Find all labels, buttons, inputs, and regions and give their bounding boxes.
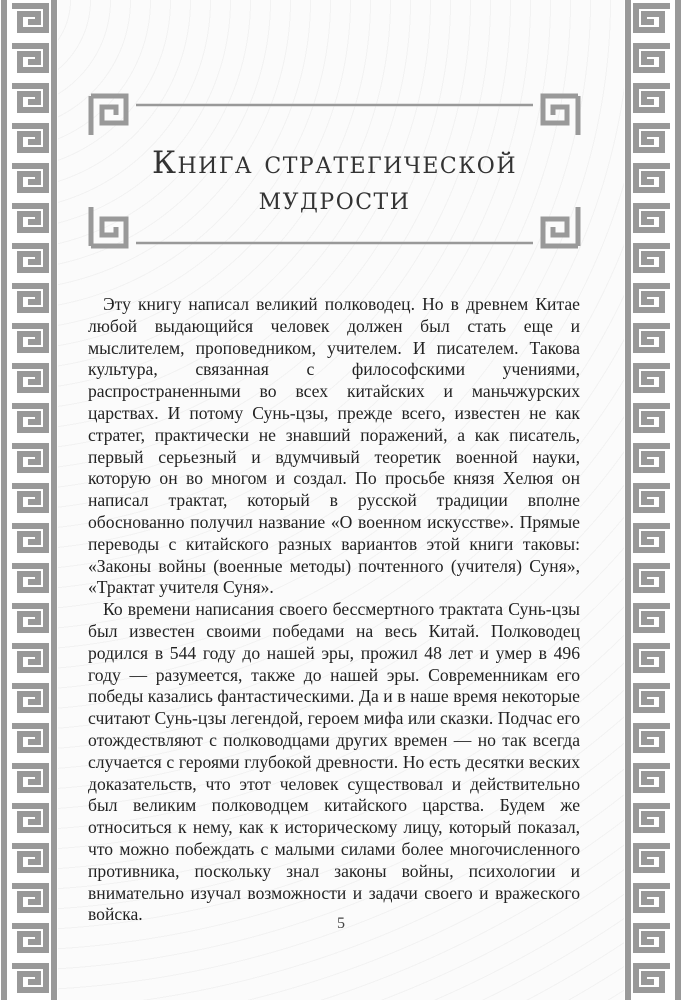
chapter-title-line-1: Книга стратегической <box>151 145 518 181</box>
chapter-title-line-2: мудрости <box>258 181 411 217</box>
right-meander-border <box>624 0 682 1000</box>
body-text <box>88 294 580 926</box>
chapter-title <box>88 145 581 217</box>
page-number: 5 <box>337 915 345 932</box>
left-meander-border <box>0 0 58 1000</box>
paragraph-1: Эту книгу написал великий полководец. Но в древнем Китае любой выдающийся человек должен был стать еще и мыслителем, проповедником, учителем. И писателем. Такова культура, связанная с философскими учениями, распространенными во всех китайских и маньчжурских царствах. И потому Сунь-цзы, прежде всего, известен не как стратег, практически не знавший поражений, а как писатель, первый серьезный и вдумчивый теоретик военной науки, которую он во многом и создал. По просьбе князя Хелюя он написал трактат, который в русской традиции вполне обоснованно получил название «О военном искусстве». Прямые переводы с китайского разных вариантов этой книги таковы: «Законы войны (военные методы) почтенного (учителя) Суня», «Трактат учителя Суня». <box>88 294 580 598</box>
chapter-header <box>88 93 581 249</box>
paragraph-2: Ко времени написания своего бессмертного трактата Сунь-цзы был известен своими победами на весь Китай. Полководец родился в 544 году до нашей эры, прожил 48 лет и умер в 496 году — разумеется, также до нашей эры. Современникам его победы казались фантастическими. Да и в наше время некоторые считают Сунь-цзы легендой, героем мифа или сказки. Подчас его отождествляют с полководцами других времен — но так всегда случается с героями глубокой древности. Но есть десятки веских доказательств, что этот человек существовал и действительно был великим полководцем китайского царства. Будем же относиться к нему, как к историческому лицу, который показал, что можно побеждать с малыми силами более многочисленного противника, поскольку знал законы войны, психологии и внимательно изучал возможности и задачи своего и вражеского войска. <box>88 599 580 925</box>
